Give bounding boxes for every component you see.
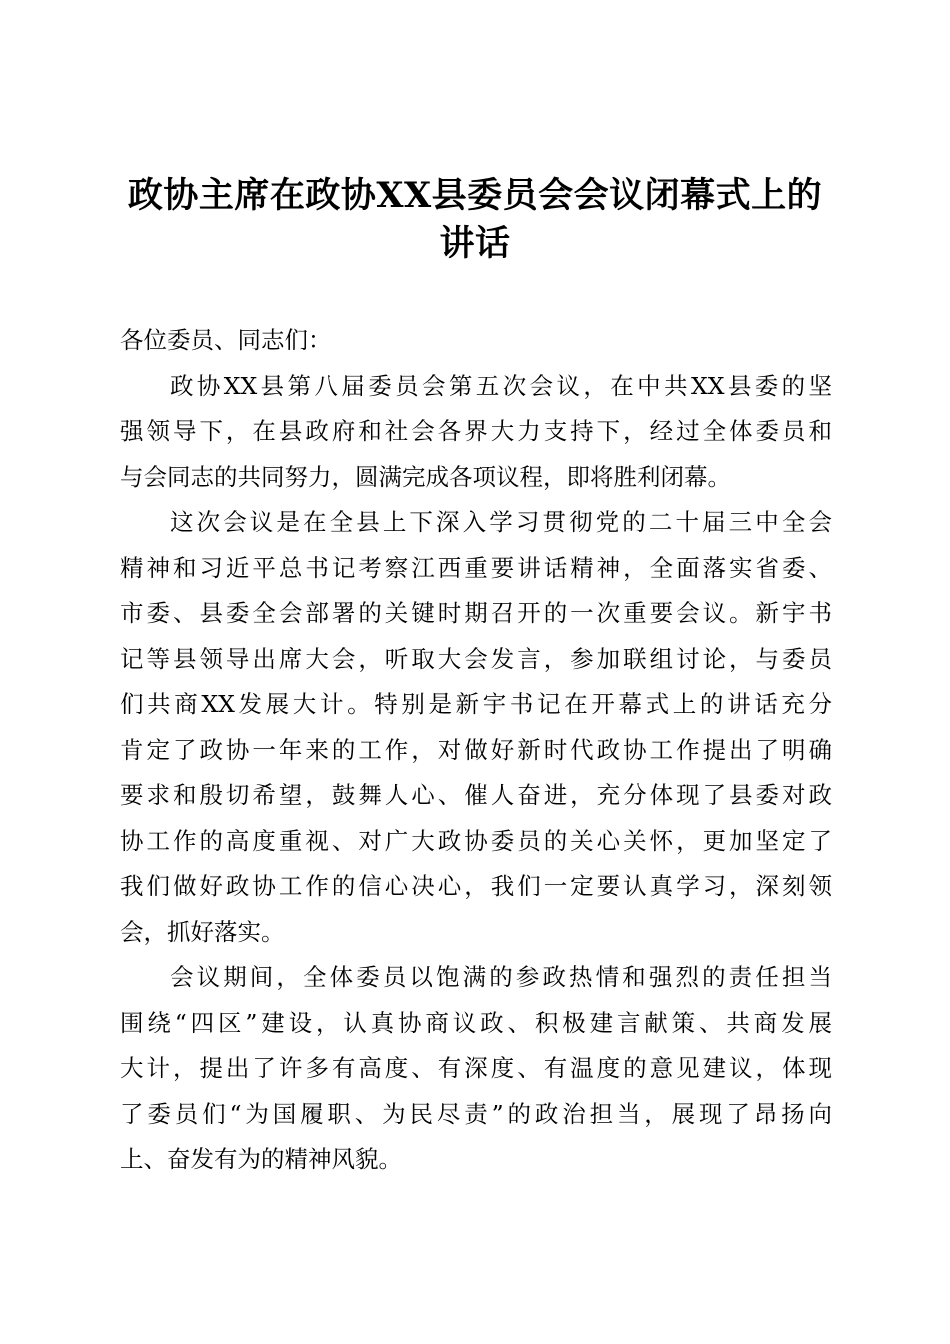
text-line: 协工作的高度重视、对广大政协委员的关心关怀，更加坚定了 — [120, 826, 832, 855]
paragraph-2 — [120, 500, 832, 955]
text-line: 与会同志的共同努力，圆满完成各项议程，即将胜利闭幕。 — [120, 462, 731, 491]
text-line: 我们做好政协工作的信心决心，我们一定要认真学习，深刻领 — [120, 872, 832, 900]
text-line: 政协XX县第八届委员会第五次会议，在中共XX县委的坚 — [170, 371, 832, 400]
title-line: 政协主席在政协XX县委员会会议闭幕式上的 — [127, 175, 823, 216]
text-line: 强领导下，在县政府和社会各界大力支持下，经过全体委员和 — [120, 417, 832, 445]
text-line: 们共商XX发展大计。特别是新宇书记在开幕式上的讲话充分 — [120, 690, 832, 718]
document-title — [100, 172, 850, 268]
text-line: 精神和习近平总书记考察江西重要讲话精神，全面落实省委、 — [120, 553, 832, 582]
paragraph-1 — [120, 364, 832, 501]
text-line: 会，抓好落实。 — [120, 917, 285, 946]
text-line: 了委员们“为国履职、为民尽责”的政治担当，展现了昂扬向 — [120, 1099, 832, 1128]
text-line: 上、奋发有为的精神风貌。 — [120, 1145, 402, 1173]
text-line: 围绕“四区”建设，认真协商议政、积极建言献策、共商发展 — [120, 1008, 832, 1037]
document-body — [120, 318, 832, 1183]
title-line: 讲话 — [439, 223, 511, 264]
text-line: 记等县领导出席大会，听取大会发言，参加联组讨论，与委员 — [120, 644, 832, 673]
text-line: 要求和殷切希望，鼓舞人心、催人奋进，充分体现了县委对政 — [120, 781, 832, 809]
text-line: 市委、县委全会部署的关键时期召开的一次重要会议。新宇书 — [120, 599, 832, 627]
text-line: 会议期间，全体委员以饱满的参政热情和强烈的责任担当 — [170, 963, 832, 991]
text-line: 肯定了政协一年来的工作，对做好新时代政协工作提出了明确 — [120, 735, 832, 764]
text-line: 这次会议是在全县上下深入学习贯彻党的二十届三中全会 — [170, 508, 832, 536]
paragraph-3 — [120, 955, 832, 1183]
salutation: 各位委员、同志们： — [120, 326, 332, 354]
text-line: 大计，提出了许多有高度、有深度、有温度的意见建议，体现 — [120, 1054, 832, 1082]
